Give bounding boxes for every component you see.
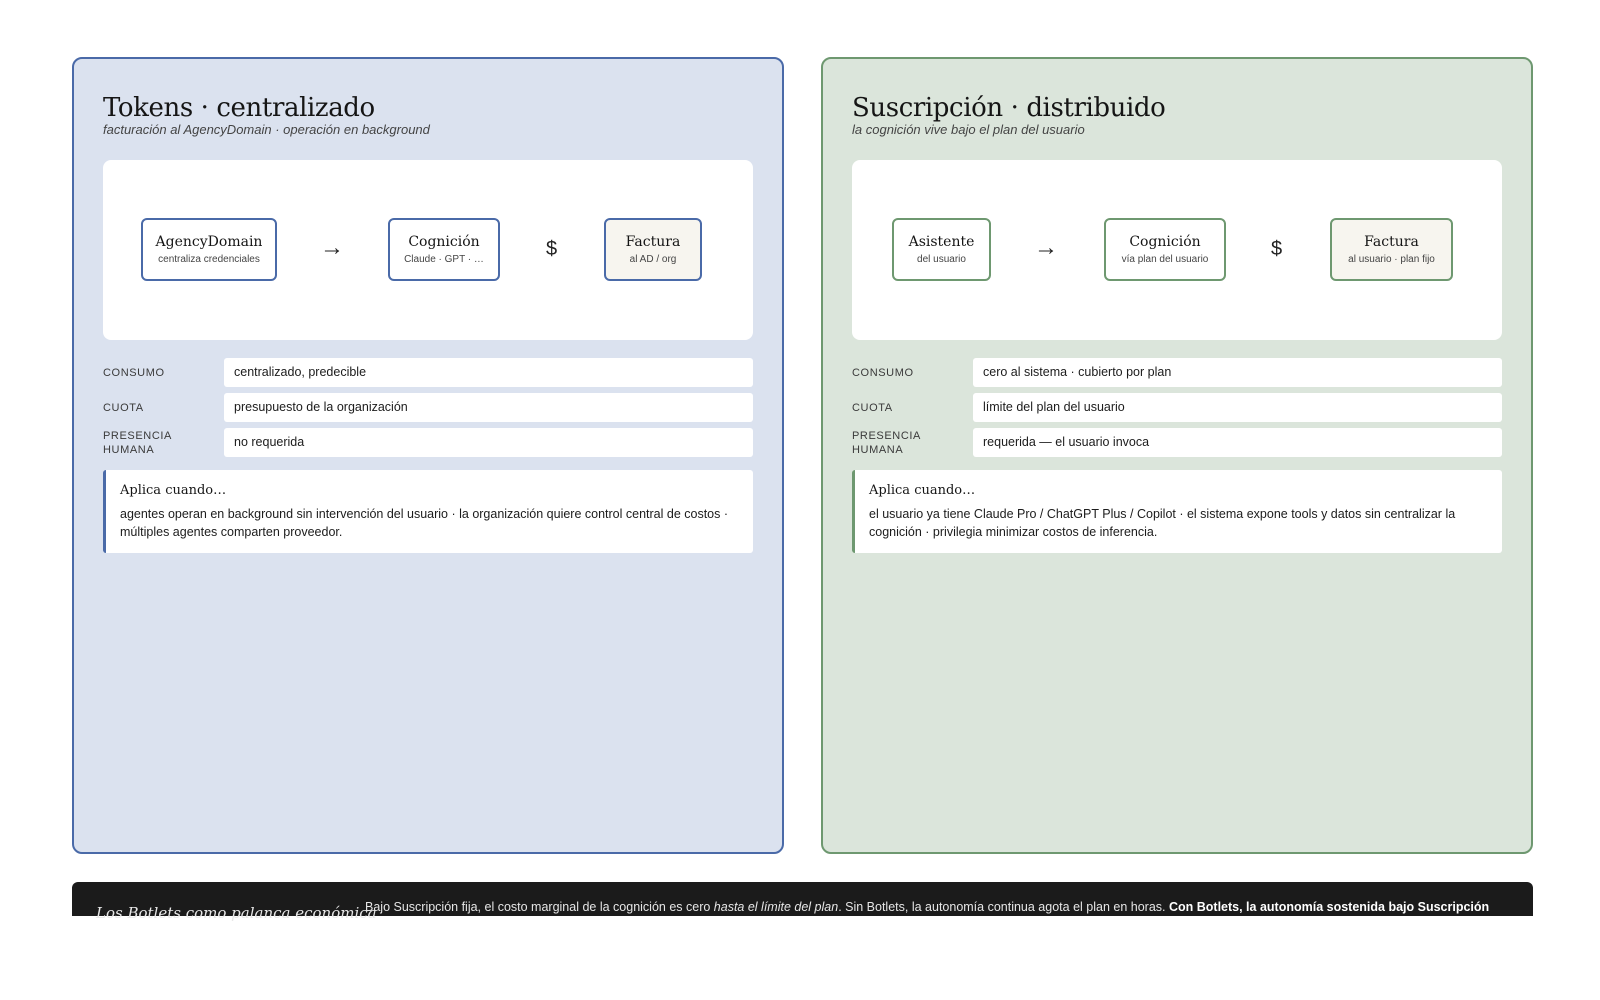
applies-when-note — [103, 470, 753, 553]
row-value: no requerida — [224, 428, 753, 457]
node-title: Cognición — [1129, 234, 1201, 250]
dollar-icon: $ — [546, 238, 558, 260]
node-title: AgencyDomain — [155, 234, 263, 250]
flow-diagram — [852, 160, 1502, 340]
footer-text — [365, 898, 1495, 934]
node-factura — [604, 218, 702, 281]
node-cognicion — [388, 218, 500, 281]
tokens-panel — [72, 57, 784, 854]
node-subtitle: del usuario — [917, 254, 966, 265]
note-body: el usuario ya tiene Claude Pro / ChatGPT Plus / Copilot · el sistema expone tools y datos sin centralizar la cognición · privilegia minimizar costos de inferencia. — [869, 507, 1456, 539]
row-value: cero al sistema · cubierto por plan — [973, 358, 1502, 387]
panel-subtitle: la cognición vive bajo el plan del usuario — [852, 122, 1085, 137]
attribute-row-cuota — [852, 393, 1502, 422]
row-value: centralizado, predecible — [224, 358, 753, 387]
attribute-row-presencia — [852, 428, 1502, 457]
node-subtitle: al usuario · plan fijo — [1348, 254, 1435, 265]
node-asistente — [892, 218, 991, 281]
footer-text-part: Bajo Suscripción fija, el costo marginal de la cognición es cero — [365, 900, 714, 914]
node-subtitle: al AD / org — [629, 254, 677, 265]
node-factura — [1330, 218, 1453, 281]
note-body: agentes operan en background sin intervención del usuario · la organización quiere control central de costos · múltiples agentes comparten proveedor. — [120, 507, 729, 539]
dollar-icon: $ — [1271, 238, 1283, 260]
attribute-row-consumo — [852, 358, 1502, 387]
node-subtitle: vía plan del usuario — [1121, 254, 1209, 265]
footer-title: Los Botlets como palanca económica — [96, 904, 377, 922]
row-label: CONSUMO — [852, 366, 914, 379]
attribute-list — [103, 358, 753, 457]
row-value: requerida — el usuario invoca — [973, 428, 1502, 457]
note-title: Aplica cuando… — [869, 483, 976, 498]
panel-title: Suscripción · distribuido — [852, 93, 1166, 123]
node-cognicion — [1104, 218, 1226, 281]
panel-title: Tokens · centralizado — [103, 93, 375, 123]
node-title: Cognición — [408, 234, 480, 250]
footer-text-emphasis: hasta el límite del plan — [713, 900, 839, 914]
node-title: Factura — [1364, 234, 1419, 250]
attribute-row-consumo — [103, 358, 753, 387]
row-label: PRESENCIA HUMANA — [852, 429, 921, 456]
node-title: Asistente — [908, 234, 975, 250]
row-label: CUOTA — [852, 401, 893, 414]
attribute-list — [852, 358, 1502, 457]
row-label: CUOTA — [103, 401, 144, 414]
flow-diagram — [103, 160, 753, 340]
node-subtitle: Claude · GPT · … — [404, 254, 484, 265]
node-subtitle: centraliza credenciales — [158, 254, 260, 265]
node-title: Factura — [625, 234, 681, 250]
arrow-right-icon: → — [1034, 234, 1058, 261]
row-label: CONSUMO — [103, 366, 165, 379]
applies-when-note — [852, 470, 1502, 553]
note-title: Aplica cuando… — [120, 483, 227, 498]
subscription-panel — [821, 57, 1533, 854]
node-agencydomain — [141, 218, 277, 281]
panel-subtitle: facturación al AgencyDomain · operación en background — [103, 122, 430, 137]
row-value: presupuesto de la organización — [224, 393, 753, 422]
footer-text-part: . Sin Botlets, la autonomía continua agota el plan en horas. — [838, 900, 1169, 914]
attribute-row-presencia — [103, 428, 753, 457]
footer-text-strong: Con Botlets, la autonomía sostenida bajo Suscripción fija se — [365, 900, 1490, 932]
row-value: límite del plan del usuario — [973, 393, 1502, 422]
arrow-right-icon: → — [320, 234, 344, 261]
botlets-footer-banner — [72, 882, 1533, 932]
attribute-row-cuota — [103, 393, 753, 422]
row-label: PRESENCIA HUMANA — [103, 429, 172, 456]
